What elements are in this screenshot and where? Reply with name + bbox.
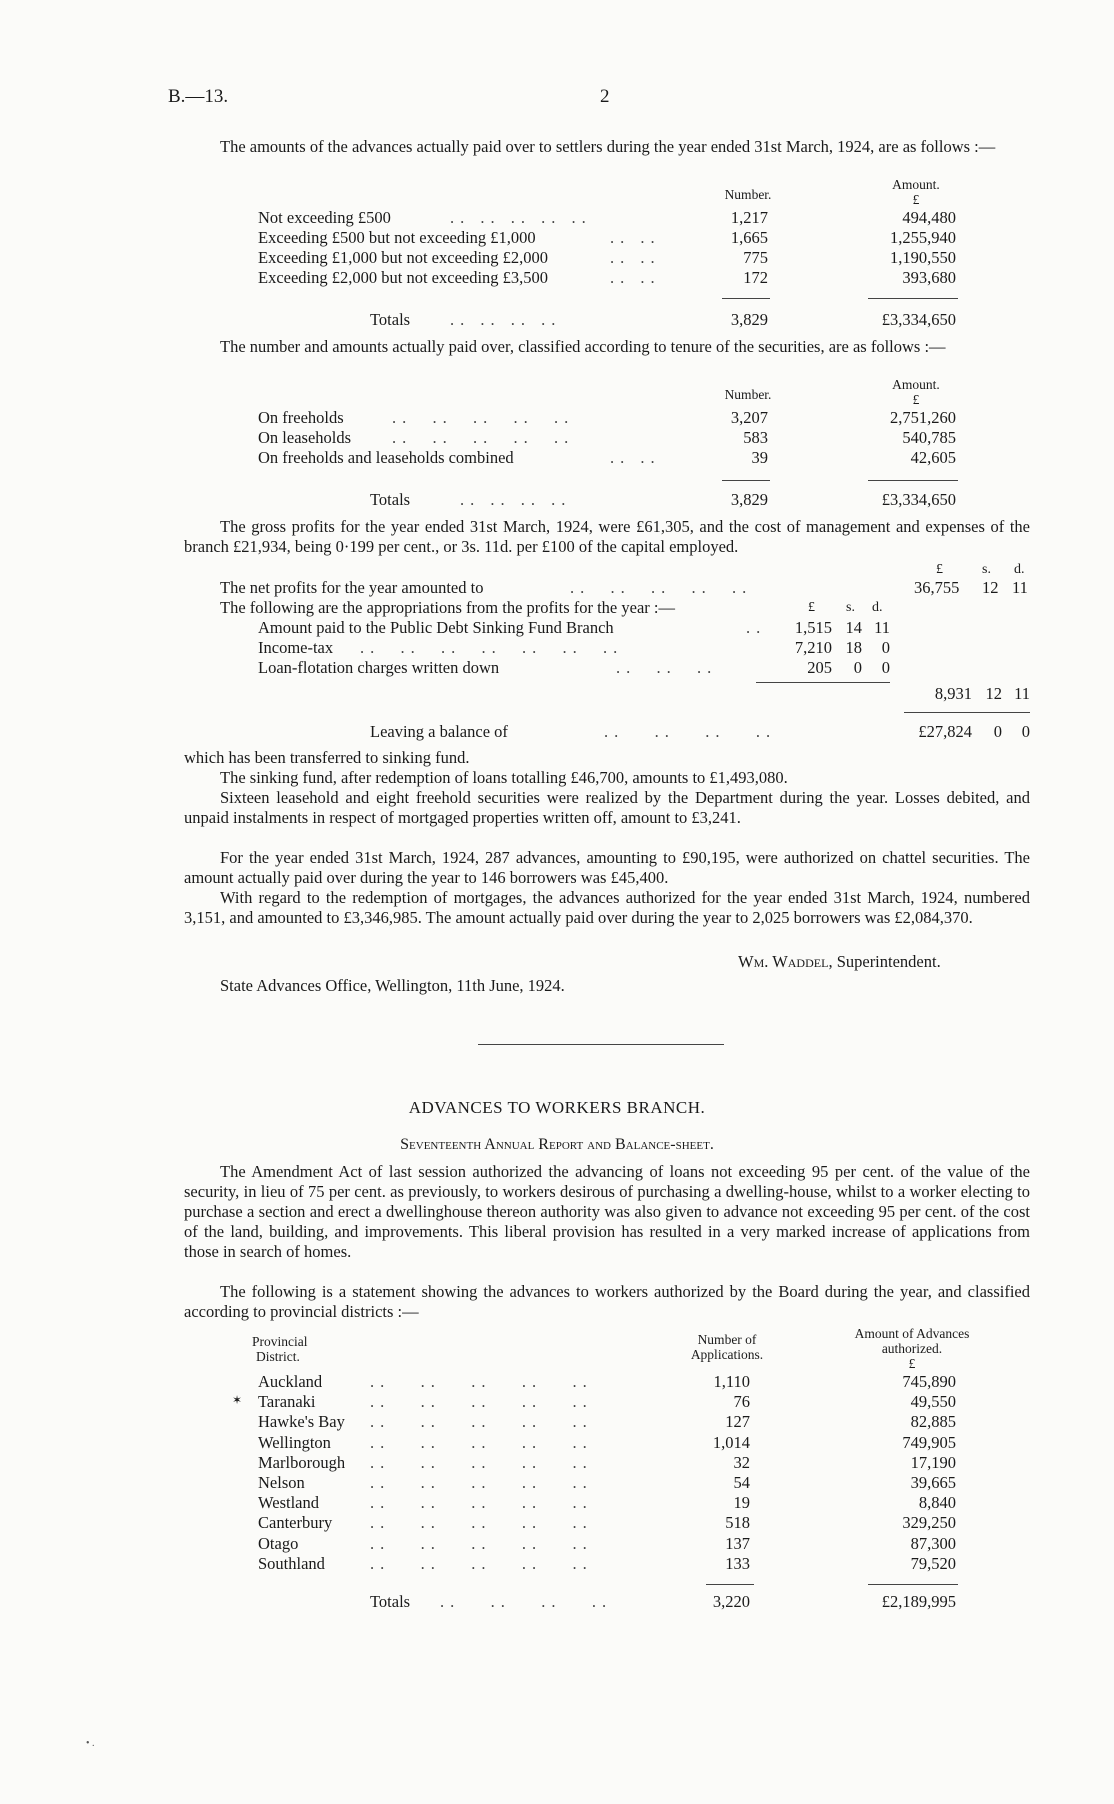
applications-count: 133 bbox=[725, 1553, 750, 1573]
district-name: Hawke's Bay bbox=[258, 1412, 345, 1432]
table-row: Nelson .. .. .. .. .. 54 39,665 bbox=[258, 1473, 956, 1492]
paragraph-statement-intro: The following is a statement showing the advances to workers authorized by the Board during the year, and classified according to provincial districts :— bbox=[184, 1282, 1030, 1321]
table-row: Exceeding £2,000 but not exceeding £3,500 .. .. 172 393,680 bbox=[258, 268, 956, 287]
column-header-district: Provincial District. bbox=[252, 1334, 308, 1364]
appropriations-total-row: 8,931 12 11 bbox=[934, 684, 1030, 703]
table-row: Wellington .. .. .. .. .. 1,014 749,905 bbox=[258, 1432, 956, 1452]
applications-count: 127 bbox=[725, 1412, 750, 1432]
paragraph-sinking-fund: The sinking fund, after redemption of loans totalling £46,700, amounts to £1,493,080. bbox=[220, 768, 788, 787]
section-divider bbox=[478, 1044, 724, 1045]
appropriation-row: Income-tax .. .. .. .. .. .. .. 7,210 18 0 bbox=[258, 638, 890, 657]
district-name: Taranaki bbox=[258, 1392, 316, 1412]
totals-row: Totals .. .. .. .. 3,220 £2,189,995 bbox=[370, 1592, 956, 1611]
net-profits-row: The net profits for the year amounted to .. .. .. .. .. 36,755 12 11 bbox=[220, 578, 1028, 597]
applications-count: 518 bbox=[725, 1513, 750, 1533]
page-number: 2 bbox=[600, 86, 610, 107]
amount-authorized: 49,550 bbox=[910, 1392, 956, 1412]
paragraph-sinking-transfer: which has been transferred to sinking fund. bbox=[184, 748, 470, 767]
table-row: On freeholds and leaseholds combined .. .. 39 42,605 bbox=[258, 448, 956, 467]
amount-authorized: 82,885 bbox=[910, 1412, 956, 1432]
column-header-amount: Amount. bbox=[892, 377, 940, 392]
applications-count: 32 bbox=[733, 1452, 750, 1472]
column-header-number: Number. bbox=[724, 187, 772, 202]
district-name: Otago bbox=[258, 1533, 299, 1553]
district-name: Marlborough bbox=[258, 1452, 346, 1472]
amount-authorized: 745,890 bbox=[902, 1372, 956, 1391]
table-row: Exceeding £1,000 but not exceeding £2,000 .. .. 775 1,190,550 bbox=[258, 248, 956, 267]
column-header-unit: £ bbox=[912, 392, 920, 407]
paragraph-gross-profits: The gross profits for the year ended 31st March, 1924, were £61,305, and the cost of management and expenses of the branch £21,934, being 0·199 per cent., or 3s. 11d. per £100 of the capital employed. bbox=[184, 517, 1030, 556]
amount-authorized: 87,300 bbox=[910, 1533, 956, 1553]
amount-authorized: 39,665 bbox=[910, 1473, 956, 1492]
paragraph-chattel-securities: For the year ended 31st March, 1924, 287 advances, amounting to £90,195, were authorized on chattel securities. The amount actually paid over during the year to 146 borrowers was £45,400. bbox=[184, 848, 1030, 887]
applications-count: 19 bbox=[733, 1493, 750, 1513]
district-name: Wellington bbox=[258, 1432, 331, 1452]
paragraph-mortgage-redemption: With regard to the redemption of mortgages, the advances authorized for the year ended 31st March, 1924, numbered 3,151, and amounted to £3,346,985. The amount actually paid over during the year to 2,025 borrowers was £2,084,370. bbox=[184, 888, 1030, 927]
divider bbox=[706, 1584, 754, 1585]
applications-count: 54 bbox=[733, 1473, 750, 1492]
paragraph-amendment-act: The Amendment Act of last session authorized the advancing of loans not exceeding 95 per cent. of the value of the security, in lieu of 75 per cent. as previously, to workers desirous of purchasing a dwelling-house, whilst to a worker electing to purchase a section and erect a dwellinghouse thereon authority was also given to advance not exceeding 95 per cent. of the cost of the land, building, and improvements. This liberal provision has resulted in a very marked increase of applications from those in search of homes. bbox=[184, 1162, 1030, 1261]
table-row: Hawke's Bay .. .. .. .. .. 127 82,885 bbox=[258, 1412, 956, 1432]
ink-mark: ✶ bbox=[232, 1393, 243, 1407]
divider bbox=[722, 480, 770, 481]
table-row: Otago .. .. .. .. .. 137 87,300 bbox=[258, 1533, 956, 1553]
table-row: Taranaki .. .. .. .. .. 76 49,550 bbox=[258, 1392, 956, 1412]
applications-count: 137 bbox=[725, 1533, 750, 1553]
totals-row: Totals .. .. .. .. 3,829 £3,334,650 bbox=[370, 490, 956, 509]
applications-count: 1,110 bbox=[713, 1372, 750, 1391]
amount-authorized: 79,520 bbox=[910, 1553, 956, 1573]
column-header-pounds: £ bbox=[936, 562, 943, 577]
divider bbox=[904, 712, 1030, 713]
amount-authorized: 329,250 bbox=[902, 1513, 956, 1533]
paragraph-advances-paid: The amounts of the advances actually paid over to settlers during the year ended 31st March, 1924, are as follows :— bbox=[220, 137, 996, 156]
table-row: Canterbury .. .. .. .. .. 518 329,250 bbox=[258, 1513, 956, 1533]
appropriation-row: Amount paid to the Public Debt Sinking Fund Branch .. 1,515 14 11 bbox=[258, 618, 890, 637]
column-header-number: Number. bbox=[724, 387, 772, 402]
amount-authorized: 749,905 bbox=[902, 1432, 956, 1452]
district-name: Auckland bbox=[258, 1372, 323, 1391]
divider bbox=[722, 298, 770, 299]
table-row: Not exceeding £500 .. .. .. .. .. 1,217 494,480 bbox=[258, 208, 956, 227]
document-reference: B.—13. bbox=[168, 86, 229, 107]
office-date-line: State Advances Office, Wellington, 11th June, 1924. bbox=[220, 976, 565, 995]
table-row: On freeholds .. .. .. .. .. 3,207 2,751,260 bbox=[258, 408, 956, 427]
column-header-amount-authorized: Amount of Advances authorized. £ bbox=[854, 1326, 970, 1371]
section-subtitle: Seventeenth Annual Report and Balance-sheet. bbox=[400, 1136, 714, 1153]
district-name: Canterbury bbox=[258, 1513, 333, 1533]
signature: Wm. Waddel, Superintendent. bbox=[738, 952, 941, 971]
table-row: Marlborough .. .. .. .. .. 32 17,190 bbox=[258, 1452, 956, 1472]
amount-authorized: 17,190 bbox=[910, 1452, 956, 1472]
appropriation-row: Loan-flotation charges written down .. .. .. 205 0 0 bbox=[258, 658, 890, 677]
section-title: ADVANCES TO WORKERS BRANCH. bbox=[408, 1098, 706, 1117]
amount-authorized: 8,840 bbox=[918, 1493, 956, 1513]
column-header-shillings: s. bbox=[982, 562, 991, 577]
district-name: Southland bbox=[258, 1553, 325, 1573]
table-row: Auckland .. .. .. .. .. 1,110 745,890 bbox=[258, 1372, 956, 1391]
divider bbox=[868, 1584, 958, 1585]
district-name: Westland bbox=[258, 1493, 319, 1513]
paragraph-tenure: The number and amounts actually paid over, classified according to tenure of the securities, are as follows :— bbox=[220, 337, 946, 356]
district-name: Nelson bbox=[258, 1473, 305, 1492]
divider bbox=[868, 480, 958, 481]
ink-mark: • . bbox=[86, 1738, 95, 1749]
column-header-unit: £ bbox=[912, 192, 920, 207]
column-header-amount: Amount. bbox=[892, 177, 940, 192]
paragraph-securities-realized: Sixteen leasehold and eight freehold securities were realized by the Department during the year. Losses debited, and unpaid instalments in respect of mortgaged properties written off, amount to £3,241. bbox=[184, 788, 1030, 827]
balance-row: Leaving a balance of .. .. .. .. £27,824 0 0 bbox=[370, 722, 1030, 741]
column-header-pence: d. bbox=[1014, 562, 1025, 577]
divider bbox=[756, 682, 890, 683]
table-row: Southland .. .. .. .. .. 133 79,520 bbox=[258, 1553, 956, 1573]
table-row: Exceeding £500 but not exceeding £1,000 .. .. 1,665 1,255,940 bbox=[258, 228, 956, 247]
appropriations-heading-row: The following are the appropriations from the profits for the year :— £ s. d. bbox=[220, 598, 883, 617]
column-header-applications: Number of Applications. bbox=[690, 1332, 764, 1362]
totals-row: Totals .. .. .. .. 3,829 £3,334,650 bbox=[370, 310, 956, 329]
applications-count: 76 bbox=[733, 1392, 750, 1412]
table-row: On leaseholds .. .. .. .. .. 583 540,785 bbox=[258, 428, 956, 447]
divider bbox=[868, 298, 958, 299]
applications-count: 1,014 bbox=[712, 1432, 750, 1452]
table-row: Westland .. .. .. .. .. 19 8,840 bbox=[258, 1493, 956, 1513]
